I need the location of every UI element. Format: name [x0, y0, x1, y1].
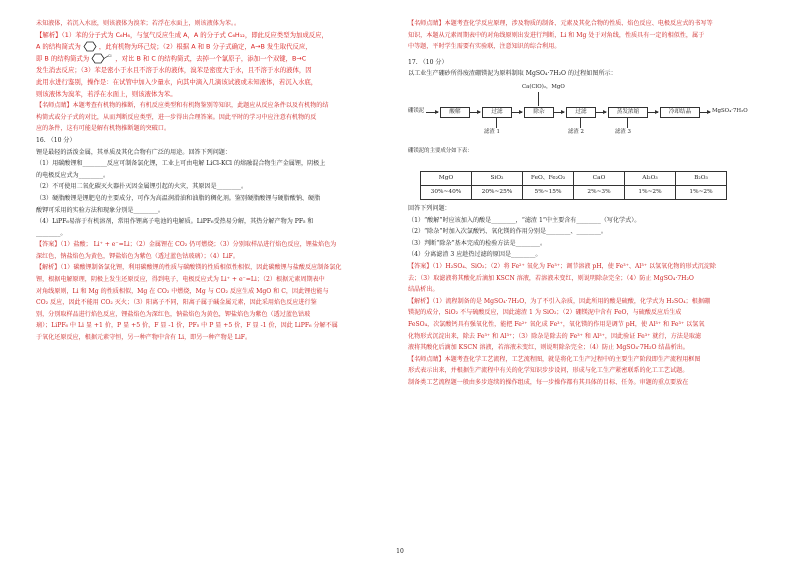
- table-value-row: [421, 185, 727, 199]
- table-header-cell: SiO₂: [472, 171, 523, 185]
- table-caption: 硼镁泥的主要成分如下表：: [408, 147, 473, 154]
- tip-line: 制备类工艺流程题一般由多步连续的操作组成，每一步操作都有其具体的目标、任务。审题的重点要放在: [408, 378, 689, 386]
- chlorocyclohexane-structure-icon: [91, 53, 113, 64]
- sub-question: ________。: [36, 229, 67, 237]
- question-17-header: [408, 57, 768, 69]
- sub-question: （2）“除杂”时加入次氯酸钙、氧化镁的作用分别是________、________。: [408, 228, 608, 236]
- reagent-label: Ca(ClO)₂，MgO: [522, 83, 565, 90]
- table-header-cell: FeO、Fe₂O₃: [523, 171, 574, 185]
- question-intro: 以工业生产硼砂所得废渣硼镁泥为原料制取 MgSO₄·7H₂O 的过程如图所示：: [408, 70, 617, 78]
- sub-question: （4）分离滤渣 3 应趁热过滤的原因是________。: [408, 251, 542, 259]
- analysis-line: 【解析】（1）流程制备的是 MgSO₄·7H₂O，为了不引入杂质，因此所用的酸是硫酸，化学式为 H₂SO₄；根据硼: [408, 297, 711, 305]
- residue-label: 滤渣 2: [568, 128, 584, 135]
- answer-line: 去；（3）取滤液将其酸化后滴加 KSCN 溶液，若溶液未变红，则说明除杂完全；（4）防止 MgSO₄·7H₂O: [408, 274, 694, 282]
- analysis-line: 则该液体为溴苯，若浮在水面上，则该液体为苯。: [36, 89, 177, 98]
- analysis-line: [36, 53, 390, 65]
- cyclohexane-structure-icon: [83, 41, 97, 52]
- flow-step-concentrate: 蒸发浓缩: [608, 107, 648, 118]
- analysis-text: 即 B 的结构简式为: [36, 54, 90, 63]
- tip-line: 中等题，平时学生需要有实验联，注意知识的综合利用。: [408, 43, 561, 51]
- residue-label: 滤渣 3: [615, 128, 631, 135]
- analysis-line: FeSO₄，次氯酸钙具有强氧化性，能把 Fe²⁺ 氧化成 Fe³⁺，氧化镁的作用是调节 pH，使 Al³⁺ 和 Fe³⁺ 以氢氧: [408, 320, 705, 328]
- residue-label: 滤渣 1: [484, 128, 500, 135]
- tip-line: 【名师点睛】本题考查有机物的推断，有机反应类型和有机物鉴别等知识，此题应从反应条件以及有机物的结: [36, 102, 329, 110]
- flow-step-filter-2: 过滤: [566, 107, 596, 118]
- analysis-text: A 的结构简式为: [36, 42, 81, 51]
- analysis-line: [36, 41, 390, 53]
- question-intro: 锂是最轻的活泼金属，其单质及其化合物有广泛的用途。回答下列问题：: [36, 148, 231, 156]
- tip-line: 【名师点睛】本题考查化学工艺流程，工艺流程图，就是将化工生产过程中的主要生产阶段即生产流程用框图: [408, 355, 701, 363]
- flow-arrow: [511, 112, 522, 113]
- flow-step-purify: 除杂: [524, 107, 554, 118]
- table-cell: 1%~2%: [676, 185, 727, 199]
- analysis-line: 对角线原则，Li 和 Mg 的性质相似，Mg 在 CO₂ 中燃烧，Mg 与 CO₂ 反应生成 MgO 和 C，因此锂也能与: [36, 287, 329, 295]
- sub-question: （4）LiPF₆易溶于有机溶剂，常用作锂离子电池的电解质。LiPF₆受热易分解，其热分解产物为 PF₅ 和: [36, 218, 314, 226]
- flow-step-acid: 酸解: [440, 107, 470, 118]
- table-cell: 20%~25%: [472, 185, 523, 199]
- answer-line: 结晶析出。: [408, 286, 439, 294]
- flow-arrow: [699, 112, 710, 113]
- analysis-text: ，此有机物为环己烷；（2）根据 A 和 B 分子式确定，A→B 发生取代反应，: [98, 42, 312, 51]
- sub-question: （3）硬脂酸锂是锂肥皂的主要成分，可作为高温润滑油和油脂的稠化剂。鉴别硬脂酸锂与硬脂酸钠、硬脂: [36, 194, 321, 202]
- table-header-cell: B₂O₃: [676, 171, 727, 185]
- table-header-row: [421, 171, 727, 185]
- sub-question: （1）用碳酸锂和________反应可制备氯化锂，工业上可由电解 LiCl-KCl 的熔融混合物生产金属锂，阴极上: [36, 160, 326, 168]
- residue-arrow: [580, 118, 581, 128]
- answer-line: 深红色，钠盐焰色为黄色，钾盐焰色为紫色（透过蓝色钴玻璃）；（4）LiF。: [36, 252, 240, 260]
- analysis-line: 【解析】（1）苯的分子式为 C₆H₆，与氢气反应生成 A，A 的分子式 C₆H₁₂，即此反应类型为加成反应，: [36, 30, 328, 39]
- flow-arrow: [553, 112, 564, 113]
- question-score: （10 分）: [47, 136, 76, 144]
- question-ask: 回答下列问题：: [408, 204, 451, 212]
- table-header-cell: CaO: [574, 171, 625, 185]
- residue-arrow: [627, 118, 628, 128]
- flow-arrow: [647, 112, 658, 113]
- flow-product-label: MgSO₄·7H₂O: [712, 107, 748, 114]
- flow-arrow: [595, 112, 606, 113]
- table-cell: 1%~2%: [625, 185, 676, 199]
- reagent-arrow: [538, 92, 539, 106]
- tip-line: 应的条件，这有可能是解有机物推断题的突破口。: [36, 125, 171, 133]
- question-16-header: [36, 135, 390, 147]
- analysis-text: ，对比 B 和 C 的结构简式，去掉一个氯原子，添加一个双键，B→C: [115, 54, 307, 63]
- sub-question: （3）判断“除杂”基本完成的检验方法是________。: [408, 239, 547, 247]
- left-column: [36, 18, 390, 344]
- flow-arrow: [426, 112, 438, 113]
- table-cell: 5%~15%: [523, 185, 574, 199]
- analysis-line: 发生消去反应；（3）苯是密小于水且不溶于水的液体，溴苯是密度大于水，且不溶于水的液体，因: [36, 66, 312, 75]
- right-column: [408, 18, 768, 388]
- composition-table: [420, 171, 727, 200]
- tip-line: 形式表示出来，并根据生产流程中有关的化学知识步步设问，形成与化工生产紧密联系的化工工艺试题。: [408, 367, 689, 375]
- process-flow-diagram: [408, 82, 768, 168]
- answer-tail: 未知液体，若沉入水底，则该液体为溴苯；若浮在水面上，则该液体为苯。。: [36, 20, 241, 27]
- svg-text:Cl: Cl: [108, 54, 112, 59]
- residue-arrow: [496, 118, 497, 128]
- analysis-line: CO₂ 反应，因此不能用 CO₂ 灭火；（3）阳离子不同，阳离子属于碱金属元素，因此采用焰色反应进行鉴: [36, 299, 317, 307]
- table-cell: 2%~3%: [574, 185, 625, 199]
- analysis-line: 液将其酸化后滴加 KSCN 溶液，若溶液未变红，则说明除杂完全；（4）防止 MgSO₄·7H₂O 结晶析出。: [408, 344, 689, 352]
- tip-line: 【名师点睛】本题考查化学反应原理，涉及物质的制备、元素及其化合物的性质、焰色反应、电极反应式的书写等: [408, 20, 713, 27]
- flow-start-label: 硼镁泥: [408, 107, 425, 114]
- question-score: （10 分）: [419, 58, 448, 66]
- answer-line: 【答案】（1）H₂SO₄、SiO₂；（2）将 Fe²⁺ 氧化为 Fe³⁺；调节溶液 pH，使 Fe³⁺、Al³⁺ 以氢氧化物的形式沉淀除: [408, 262, 717, 270]
- flow-step-filter-1: 过滤: [482, 107, 512, 118]
- page-number: 10: [396, 548, 404, 555]
- answer-line: 【答案】（1）盐酸； Li⁺ + e⁻=Li；（2）金属锂在 CO₂ 仍可燃烧；（3）分别取样品进行焰色反应，锂盐焰色为: [36, 241, 337, 249]
- question-number: 16.: [36, 136, 46, 144]
- sub-question: （2）不可使用二氧化碳灭火器扑灭因金属锂引起的火灾，其原因是________。: [36, 183, 248, 191]
- analysis-line: 别，分别取样品进行焰色反应，锂盐焰色为深红色，钠盐焰色为黄色，钾盐焰色为紫色（透过蓝色钴玻: [36, 310, 311, 318]
- analysis-line: 锂，根据电解原理，阴极上发生还原反应，得到电子，电极反应式为 Li⁺ + e⁻=Li；（2）根据元素周期表中: [36, 276, 325, 284]
- analysis-line: 镁泥的成分，SiO₂ 不与硫酸反应，因此滤渣 1 为 SiO₂；（2）硼镁泥中含有 FeO，与硫酸反应后生成: [408, 309, 682, 317]
- analysis-line: 于氧化还原反应，根据元素守恒，另一种产物中含有 Li，即另一种产物是 LiF。: [36, 334, 252, 342]
- tip-line: 构简式或分子式的对比，从而判断反应类型，进一步得出合理答案。因此平时的学习中应注意有机物的反: [36, 113, 317, 121]
- sub-question: （1）“酸解”时应该加入的酸是________，“滤渣 1”中主要含有________（写化学式）。: [408, 216, 641, 224]
- flow-step-crystallize: 冷却结晶: [660, 107, 700, 118]
- analysis-line: 【解析】（1）碳酸锂制备氯化锂，利用碳酸锂的性质与碳酸镁的性质相似性相似，因此碳酸锂与盐酸反应制备氯化: [36, 264, 342, 272]
- table-cell: 30%~40%: [421, 185, 472, 199]
- table-header-cell: MgO: [421, 171, 472, 185]
- analysis-line: 此用水进行鉴别，操作是：在试管中加入少量水，向其中滴入几滴该试液或未知液体，若沉入水底，: [36, 77, 318, 86]
- sub-question: 的电极反应式为________。: [36, 171, 110, 179]
- flow-arrow: [469, 112, 480, 113]
- analysis-line: 璃）；LiPF₆ 中 Li 显 +1 价，P 显 +5 价，F 显 -1 价，PF₅ 中 P 显 +5 价，F 显 -1 价，因此 LiPF₆ 分解不属: [36, 322, 338, 330]
- sub-question: 酸钾可采用的实验方法和现象分别是________。: [36, 206, 164, 214]
- tip-line: 知识，本题从元素周期表中的对角线原则出发进行判断，Li 和 Mg 处于对角线，性质具有一定的相似性，属于: [408, 31, 705, 39]
- question-number: 17.: [408, 58, 418, 66]
- table-header-cell: Al₂O₃: [625, 171, 676, 185]
- analysis-line: 化物形式沉淀出来，除去 Fe³⁺ 和 Al³⁺；（3）除杂是除去的 Fe³⁺ 和 Al³⁺，因此验证 Fe³⁺ 就行，方法是取滤: [408, 332, 702, 340]
